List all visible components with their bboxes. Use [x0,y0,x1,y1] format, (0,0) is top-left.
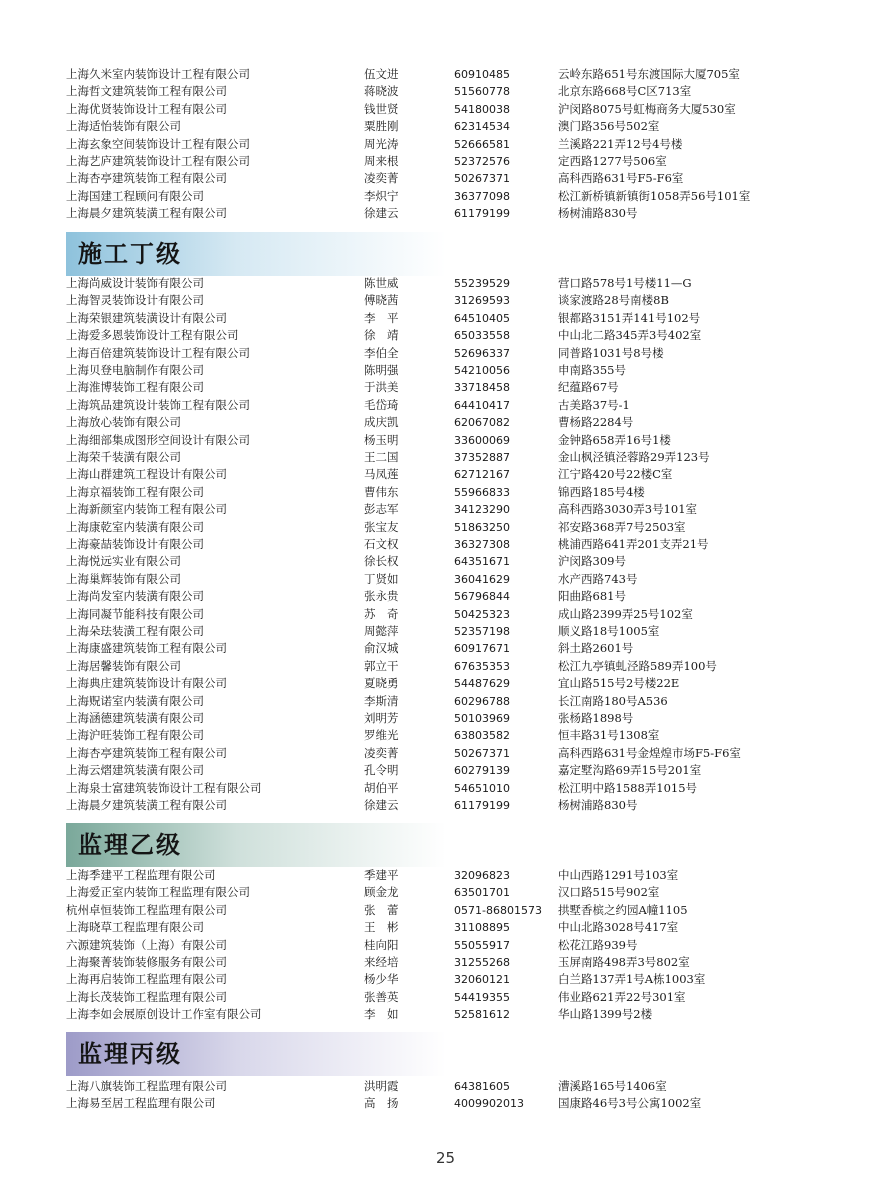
address: 营口路578号1号楼11—G [558,276,692,290]
address: 松江新桥镇新镇街1058弄56号101室 [558,189,751,203]
directory-row [66,327,826,344]
contact-name: 周来根 [364,154,399,168]
phone-number: 62067082 [454,416,510,429]
company-name: 上海放心装饰有限公司 [66,415,181,429]
phone-number: 32060121 [454,973,510,986]
contact-name: 来经培 [364,955,399,969]
directory-row [66,432,826,449]
address: 玉屏南路498弄3号802室 [558,955,690,969]
phone-number: 52372576 [454,155,510,168]
phone-number: 50267371 [454,172,510,185]
contact-name: 桂向阳 [364,938,399,952]
contact-name: 徐建云 [364,798,399,812]
contact-name: 李伯全 [364,346,399,360]
address: 金山枫泾镇泾蓉路29弄123号 [558,450,710,464]
company-name: 上海康盛建筑装饰工程有限公司 [66,641,227,655]
phone-number: 64410417 [454,399,510,412]
contact-name: 周光涛 [364,137,399,151]
directory-row [66,397,826,414]
contact-name: 张 蕾 [364,903,399,917]
phone-number: 37352887 [454,451,510,464]
section-title: 施工丁级 [78,240,182,268]
company-name: 上海百倍建筑装饰设计工程有限公司 [66,346,250,360]
contact-name: 蒋晓波 [364,84,399,98]
phone-number: 31255268 [454,956,510,969]
directory-row [66,292,826,309]
contact-name: 洪明霞 [364,1079,399,1093]
directory-row [66,989,826,1006]
address: 银都路3151弄141号102号 [558,311,701,325]
phone-number: 52696337 [454,347,510,360]
phone-number: 0571-86801573 [454,904,542,917]
directory-row [66,571,826,588]
contact-name: 郭立干 [364,659,399,673]
phone-number: 50267371 [454,747,510,760]
address: 中山北路3028号417室 [558,920,679,934]
directory-row [66,136,826,153]
directory-row [66,606,826,623]
company-name: 上海杏亭建筑装饰工程有限公司 [66,746,227,760]
company-name: 上海八旗装饰工程监理有限公司 [66,1079,227,1093]
contact-name: 顾金龙 [364,885,399,899]
company-name: 上海晨夕建筑装潢工程有限公司 [66,798,227,812]
company-name: 上海典庄建筑装饰设计有限公司 [66,676,227,690]
address: 阳曲路681号 [558,589,626,603]
company-name: 上海哲文建筑装饰工程有限公司 [66,84,227,98]
directory-row [66,83,826,100]
contact-name: 张宝友 [364,520,399,534]
address: 华山路1399号2楼 [558,1007,653,1021]
phone-number: 33600069 [454,434,510,447]
company-name: 上海筑品建筑设计装饰工程有限公司 [66,398,250,412]
contact-name: 凌奕菁 [364,746,399,760]
address: 谈家渡路28号南楼8B [558,293,669,307]
phone-number: 50425323 [454,608,510,621]
contact-name: 徐长权 [364,554,399,568]
directory-row [66,710,826,727]
phone-number: 62712167 [454,468,510,481]
phone-number: 63501701 [454,886,510,899]
phone-number: 54651010 [454,782,510,795]
address: 云岭东路651号东渡国际大厦705室 [558,67,740,81]
company-name: 上海悦远实业有限公司 [66,554,181,568]
company-name: 上海涵德建筑装潢有限公司 [66,711,204,725]
address: 申南路355号 [558,363,626,377]
contact-name: 张善英 [364,990,399,1004]
company-name: 上海久米室内装饰设计工程有限公司 [66,67,250,81]
contact-name: 成庆凯 [364,415,399,429]
directory-row [66,658,826,675]
phone-number: 54487629 [454,677,510,690]
directory-row [66,937,826,954]
phone-number: 55966833 [454,486,510,499]
phone-number: 34123290 [454,503,510,516]
directory-row [66,675,826,692]
phone-number: 62314534 [454,120,510,133]
company-name: 上海贝登电脑制作有限公司 [66,363,204,377]
contact-name: 张永贵 [364,589,399,603]
company-name: 上海智灵装饰设计有限公司 [66,293,204,307]
contact-name: 俞汉城 [364,641,399,655]
section-header-supervision-b [66,823,446,867]
company-name: 上海艺庐建筑装饰设计工程有限公司 [66,154,250,168]
contact-name: 杨少华 [364,972,399,986]
section-title: 监理乙级 [78,831,182,859]
contact-name: 石文权 [364,537,399,551]
directory-row [66,1078,826,1095]
address: 澳门路356号502室 [558,119,660,133]
phone-number: 52666581 [454,138,510,151]
phone-number: 51863250 [454,521,510,534]
directory-row [66,414,826,431]
directory-row [66,101,826,118]
directory-row [66,762,826,779]
company-name: 上海长茂装饰工程监理有限公司 [66,990,227,1004]
company-name: 上海云熠建筑装潢有限公司 [66,763,204,777]
contact-name: 夏晓勇 [364,676,399,690]
contact-name: 徐 靖 [364,328,399,342]
contact-name: 陈世威 [364,276,399,290]
phone-number: 67635353 [454,660,510,673]
company-name: 上海巢辉装饰有限公司 [66,572,181,586]
contact-name: 毛岱琦 [364,398,399,412]
address: 江宁路420号22楼C室 [558,467,673,481]
company-name: 上海易至居工程监理有限公司 [66,1096,216,1110]
company-name: 上海晓草工程监理有限公司 [66,920,204,934]
directory-row [66,727,826,744]
address: 高科西路631号金煌煌市场F5-F6室 [558,746,741,760]
address: 中山北二路345弄3号402室 [558,328,702,342]
contact-name: 李炽宁 [364,189,399,203]
contact-name: 伍文进 [364,67,399,81]
company-name: 上海淮博装饰工程有限公司 [66,380,204,394]
address: 中山西路1291号103室 [558,868,679,882]
directory-row [66,275,826,292]
address: 张杨路1898号 [558,711,634,725]
address: 沪闵路8075号虹梅商务大厦530室 [558,102,736,116]
contact-name: 粟胜刚 [364,119,399,133]
company-name: 上海新颜室内装饰工程有限公司 [66,502,227,516]
directory-row [66,971,826,988]
directory-row [66,954,826,971]
address: 顺义路18号1005室 [558,624,660,638]
phone-number: 31269593 [454,294,510,307]
phone-number: 31108895 [454,921,510,934]
address: 松江明中路1588弄1015号 [558,781,698,795]
address: 汉口路515号902室 [558,885,660,899]
address: 同普路1031号8号楼 [558,346,664,360]
phone-number: 55239529 [454,277,510,290]
directory-row [66,484,826,501]
company-name: 六源建筑装饰（上海）有限公司 [66,938,227,952]
phone-number: 61179199 [454,799,510,812]
company-name: 上海贶诺室内装潢有限公司 [66,694,204,708]
address: 杨树浦路830号 [558,798,638,812]
company-name: 上海适怡装饰有限公司 [66,119,181,133]
contact-name: 王 彬 [364,920,399,934]
directory-row [66,310,826,327]
directory-row [66,153,826,170]
directory-row [66,379,826,396]
directory-row [66,745,826,762]
company-name: 上海聚菁装饰装修服务有限公司 [66,955,227,969]
contact-name: 曹伟东 [364,485,399,499]
directory-row [66,588,826,605]
address: 宜山路515号2号楼22E [558,676,680,690]
company-name: 上海同凝节能科技有限公司 [66,607,204,621]
address: 祁安路368弄7号2503室 [558,520,686,534]
address: 锦西路185号4楼 [558,485,645,499]
address: 曹杨路2284号 [558,415,634,429]
contact-name: 钱世贤 [364,102,399,116]
section-header-construction-d [66,232,446,276]
company-name: 上海玄象空间装饰设计工程有限公司 [66,137,250,151]
company-name: 上海荣银建筑装潢设计有限公司 [66,311,227,325]
phone-number: 60910485 [454,68,510,81]
company-name: 上海爱多恩装饰设计工程有限公司 [66,328,239,342]
phone-number: 64351671 [454,555,510,568]
phone-number: 36327308 [454,538,510,551]
phone-number: 55055917 [454,939,510,952]
contact-name: 罗维光 [364,728,399,742]
contact-name: 李 如 [364,1007,399,1021]
phone-number: 50103969 [454,712,510,725]
directory-row [66,693,826,710]
directory-row [66,867,826,884]
phone-number: 60917671 [454,642,510,655]
address: 定西路1277号506室 [558,154,667,168]
directory-row [66,449,826,466]
phone-number: 54210056 [454,364,510,377]
phone-number: 51560778 [454,85,510,98]
phone-number: 52581612 [454,1008,510,1021]
company-name: 上海爱正室内装饰工程监理有限公司 [66,885,250,899]
address: 松江九亭镇虬泾路589弄100号 [558,659,717,673]
company-name: 上海晨夕建筑装潢工程有限公司 [66,206,227,220]
contact-name: 苏 奇 [364,607,399,621]
address: 沪闵路309号 [558,554,626,568]
company-name: 上海泉士富建筑装饰设计工程有限公司 [66,781,262,795]
directory-row [66,362,826,379]
contact-name: 孔令明 [364,763,399,777]
contact-name: 李斯清 [364,694,399,708]
phone-number: 64381605 [454,1080,510,1093]
phone-number: 32096823 [454,869,510,882]
address: 古美路37号-1 [558,398,630,412]
contact-name: 刘明芳 [364,711,399,725]
section-header-supervision-c [66,1032,446,1076]
phone-number: 54419355 [454,991,510,1004]
company-name: 上海尚发室内装潢有限公司 [66,589,204,603]
directory-row [66,205,826,222]
contact-name: 周懿萍 [364,624,399,638]
page-number: 25 [435,1149,456,1167]
address: 拱墅香槟之约园A幢1105 [558,903,688,917]
address: 斜土路2601号 [558,641,634,655]
company-name: 上海京福装饰工程有限公司 [66,485,204,499]
contact-name: 胡伯平 [364,781,399,795]
address: 伟业路621弄22号301室 [558,990,686,1004]
company-name: 上海居馨装饰有限公司 [66,659,181,673]
directory-row [66,919,826,936]
phone-number: 60296788 [454,695,510,708]
directory-row [66,1095,826,1112]
contact-name: 马凤莲 [364,467,399,481]
directory-row [66,188,826,205]
phone-number: 56796844 [454,590,510,603]
phone-number: 65033558 [454,329,510,342]
address: 高科西路631号F5-F6室 [558,171,684,185]
phone-number: 60279139 [454,764,510,777]
address: 高科西路3030弄3号101室 [558,502,698,516]
company-name: 上海尚威设计装饰有限公司 [66,276,204,290]
phone-number: 54180038 [454,103,510,116]
contact-name: 陈明强 [364,363,399,377]
phone-number: 4009902013 [454,1097,524,1110]
directory-row [66,797,826,814]
company-name: 上海细部集成图形空间设计有限公司 [66,433,250,447]
company-name: 上海康乾室内装潢有限公司 [66,520,204,534]
directory-row [66,170,826,187]
directory-row [66,553,826,570]
company-name: 上海季建平工程监理有限公司 [66,868,216,882]
address: 国康路46号3号公寓1002室 [558,1096,702,1110]
directory-row [66,884,826,901]
address: 杨树浦路830号 [558,206,638,220]
directory-row [66,902,826,919]
company-name: 上海沪旺装饰工程有限公司 [66,728,204,742]
contact-name: 傅晓茜 [364,293,399,307]
company-name: 上海朵珐装潢工程有限公司 [66,624,204,638]
directory-row [66,1006,826,1023]
contact-name: 徐建云 [364,206,399,220]
contact-name: 于洪美 [364,380,399,394]
address: 水产西路743号 [558,572,638,586]
address: 北京东路668号C区713室 [558,84,692,98]
section-title: 监理丙级 [78,1040,182,1068]
company-name: 上海再启装饰工程监理有限公司 [66,972,227,986]
contact-name: 高 扬 [364,1096,399,1110]
directory-row [66,118,826,135]
phone-number: 33718458 [454,381,510,394]
directory-row [66,640,826,657]
address: 纪蕴路67号 [558,380,619,394]
address: 兰溪路221弄12号4号楼 [558,137,683,151]
company-name: 上海山群建筑工程设计有限公司 [66,467,227,481]
contact-name: 杨玉明 [364,433,399,447]
company-name: 上海优贤装饰设计工程有限公司 [66,102,227,116]
phone-number: 64510405 [454,312,510,325]
directory-row [66,345,826,362]
contact-name: 李 平 [364,311,399,325]
company-name: 上海荣千装潢有限公司 [66,450,181,464]
phone-number: 52357198 [454,625,510,638]
company-name: 上海杏亭建筑装饰工程有限公司 [66,171,227,185]
address: 嘉定墅沟路69弄15号201室 [558,763,702,777]
directory-row [66,466,826,483]
phone-number: 36377098 [454,190,510,203]
company-name: 上海豪喆装饰设计有限公司 [66,537,204,551]
address: 白兰路137弄1号A栋1003室 [558,972,706,986]
contact-name: 丁贤如 [364,572,399,586]
directory-row [66,519,826,536]
contact-name: 王二国 [364,450,399,464]
phone-number: 63803582 [454,729,510,742]
contact-name: 凌奕菁 [364,171,399,185]
address: 金钟路658弄16号1楼 [558,433,671,447]
address: 松花江路939号 [558,938,638,952]
directory-row [66,66,826,83]
phone-number: 36041629 [454,573,510,586]
directory-row [66,501,826,518]
company-name: 杭州卓恒装饰工程监理有限公司 [66,903,227,917]
directory-row [66,536,826,553]
directory-row [66,623,826,640]
address: 漕溪路165号1406室 [558,1079,667,1093]
address: 桃浦西路641弄201支弄21号 [558,537,709,551]
company-name: 上海国建工程顾问有限公司 [66,189,204,203]
address: 长江南路180号A536 [558,694,668,708]
address: 恒丰路31号1308室 [558,728,660,742]
address: 成山路2399弄25号102室 [558,607,693,621]
contact-name: 季建平 [364,868,399,882]
company-name: 上海李如会展原创设计工作室有限公司 [66,1007,262,1021]
contact-name: 彭志军 [364,502,399,516]
directory-row [66,780,826,797]
phone-number: 61179199 [454,207,510,220]
